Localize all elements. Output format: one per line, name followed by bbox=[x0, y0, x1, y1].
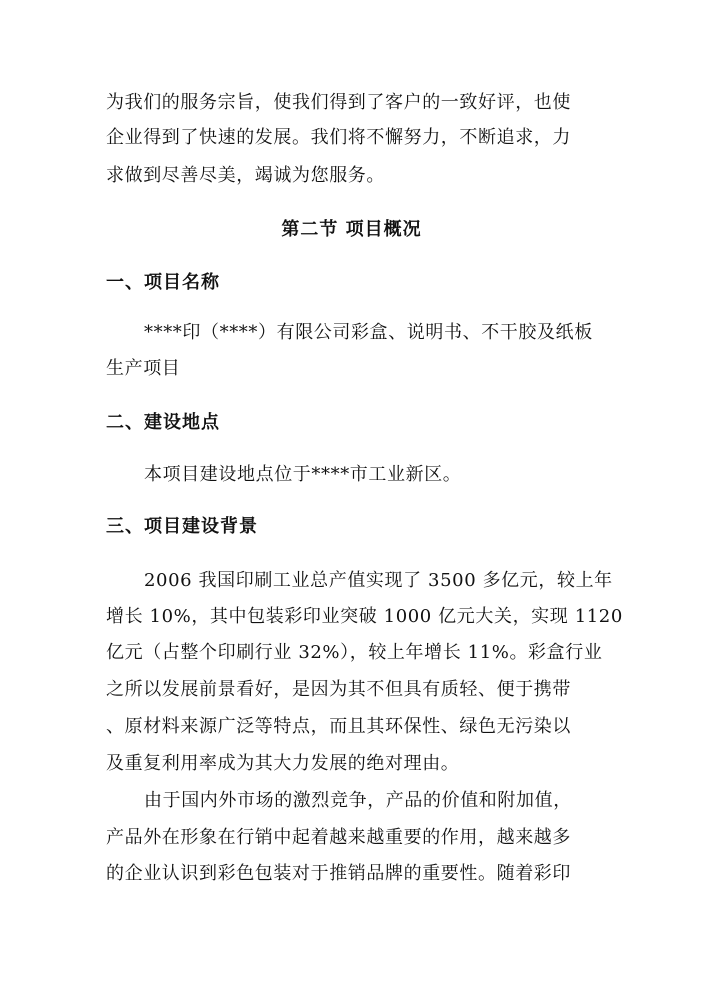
background-paragraph-line: 由于国内外市场的激烈竞争，产品的价值和附加值， bbox=[144, 790, 572, 811]
intro-line: 求做到尽善尽美，竭诚为您服务。 bbox=[106, 165, 385, 186]
background-paragraph-line: 产品外在形象在行销中起着越来越重要的作用，越来越多 bbox=[106, 827, 571, 848]
heading-location: 二、建设地点 bbox=[106, 412, 220, 433]
background-paragraph-line: 之所以发展前景看好，是因为其不但具有质轻、便于携带 bbox=[106, 679, 571, 700]
heading-project-name: 一、项目名称 bbox=[106, 272, 220, 293]
heading-background: 三、项目建设背景 bbox=[106, 516, 258, 537]
background-paragraph-line: 及重复利用率成为其大力发展的绝对理由。 bbox=[106, 753, 460, 774]
project-name-line: ****印（****）有限公司彩盒、说明书、不干胶及纸板 bbox=[144, 322, 593, 343]
intro-line: 为我们的服务宗旨，使我们得到了客户的一致好评，也使 bbox=[106, 92, 571, 113]
background-paragraph-line: 亿元（占整个印刷行业 32%），较上年增长 11%。彩盒行业 bbox=[106, 642, 603, 663]
background-paragraph-line: 的企业认识到彩色包装对于推销品牌的重要性。随着彩印 bbox=[106, 863, 571, 884]
background-paragraph-line: 、原材料来源广泛等特点，而且其环保性、绿色无污染以 bbox=[106, 716, 571, 737]
background-paragraph-line: 2006 我国印刷工业总产值实现了 3500 多亿元，较上年 bbox=[144, 570, 613, 591]
background-paragraph-line: 增长 10%，其中包装彩印业突破 1000 亿元大关，实现 1120 bbox=[106, 606, 623, 627]
intro-line: 企业得到了快速的发展。我们将不懈努力，不断追求，力 bbox=[106, 127, 571, 148]
section-title: 第二节 项目概况 bbox=[281, 219, 422, 240]
project-name-line: 生产项目 bbox=[106, 358, 181, 379]
location-line: 本项目建设地点位于****市工业新区。 bbox=[144, 464, 462, 485]
